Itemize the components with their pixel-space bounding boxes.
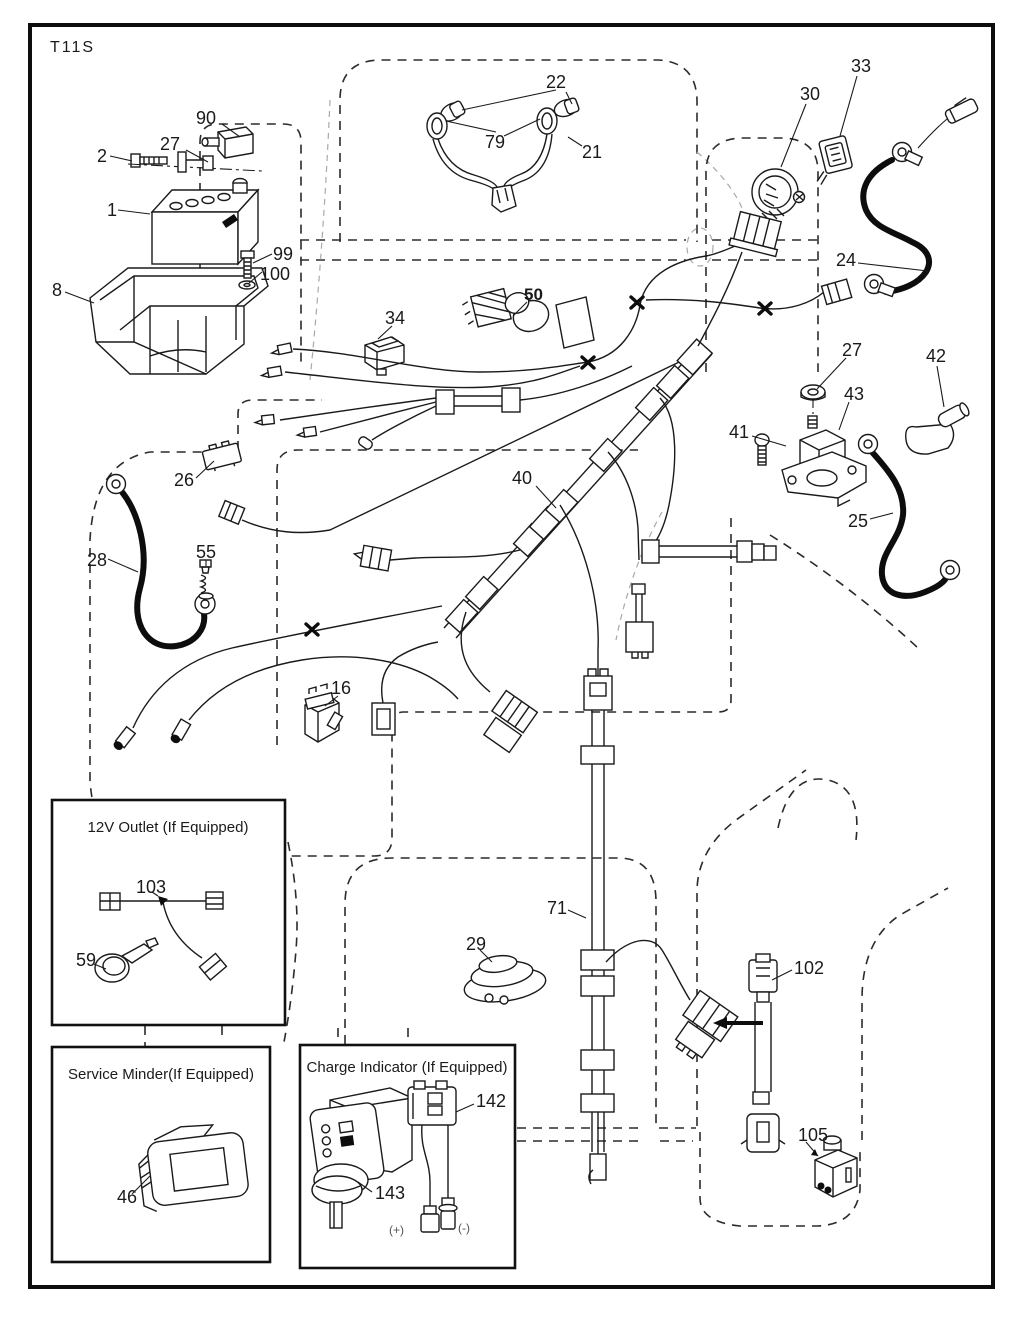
- inset-service-minder-title: Service Minder(If Equipped): [68, 1066, 254, 1083]
- callout-1: 1: [107, 200, 118, 220]
- callout-59: 59: [76, 950, 97, 970]
- diagram-title: T11S: [50, 39, 96, 56]
- callout-33: 33: [851, 56, 872, 76]
- callout-40: 40: [512, 468, 533, 488]
- callout-28: 28: [87, 550, 108, 570]
- inset-service-minder: [52, 1047, 270, 1262]
- callout-27a: 27: [160, 134, 181, 154]
- callout-71: 71: [547, 898, 568, 918]
- callout-30: 30: [800, 84, 821, 104]
- callout-42: 42: [926, 346, 947, 366]
- callout-34: 34: [385, 308, 406, 328]
- callout-29: 29: [466, 934, 487, 954]
- callout-8: 8: [52, 280, 63, 300]
- callout-43: 43: [844, 384, 865, 404]
- callout-99: 99: [273, 244, 294, 264]
- inset-charge-indicator-title: Charge Indicator (If Equipped): [306, 1059, 508, 1076]
- plus-label: (+): [389, 1223, 404, 1237]
- callout-142: 142: [476, 1091, 507, 1111]
- callout-105: 105: [798, 1125, 829, 1145]
- callout-103: 103: [136, 877, 167, 897]
- inset-12v-outlet: [52, 800, 285, 1025]
- callout-102: 102: [794, 958, 825, 978]
- tray-washer: [239, 281, 255, 289]
- callout-24: 24: [836, 250, 857, 270]
- callout-46: 46: [117, 1187, 138, 1207]
- callout-2: 2: [97, 146, 108, 166]
- callout-22: 22: [546, 72, 567, 92]
- callout-21: 21: [582, 142, 603, 162]
- callout-143: 143: [375, 1183, 406, 1203]
- callout-90: 90: [196, 108, 217, 128]
- callout-79: 79: [485, 132, 506, 152]
- callout-16: 16: [331, 678, 352, 698]
- minus-label: (-): [458, 1221, 470, 1235]
- callout-100: 100: [260, 264, 291, 284]
- callout-55: 55: [196, 542, 217, 562]
- callout-41: 41: [729, 422, 750, 442]
- callout-25: 25: [848, 511, 869, 531]
- callout-26: 26: [174, 470, 195, 490]
- callout-50: 50: [524, 285, 543, 304]
- inset-12v-outlet-title: 12V Outlet (If Equipped): [87, 819, 249, 836]
- callout-27b: 27: [842, 340, 863, 360]
